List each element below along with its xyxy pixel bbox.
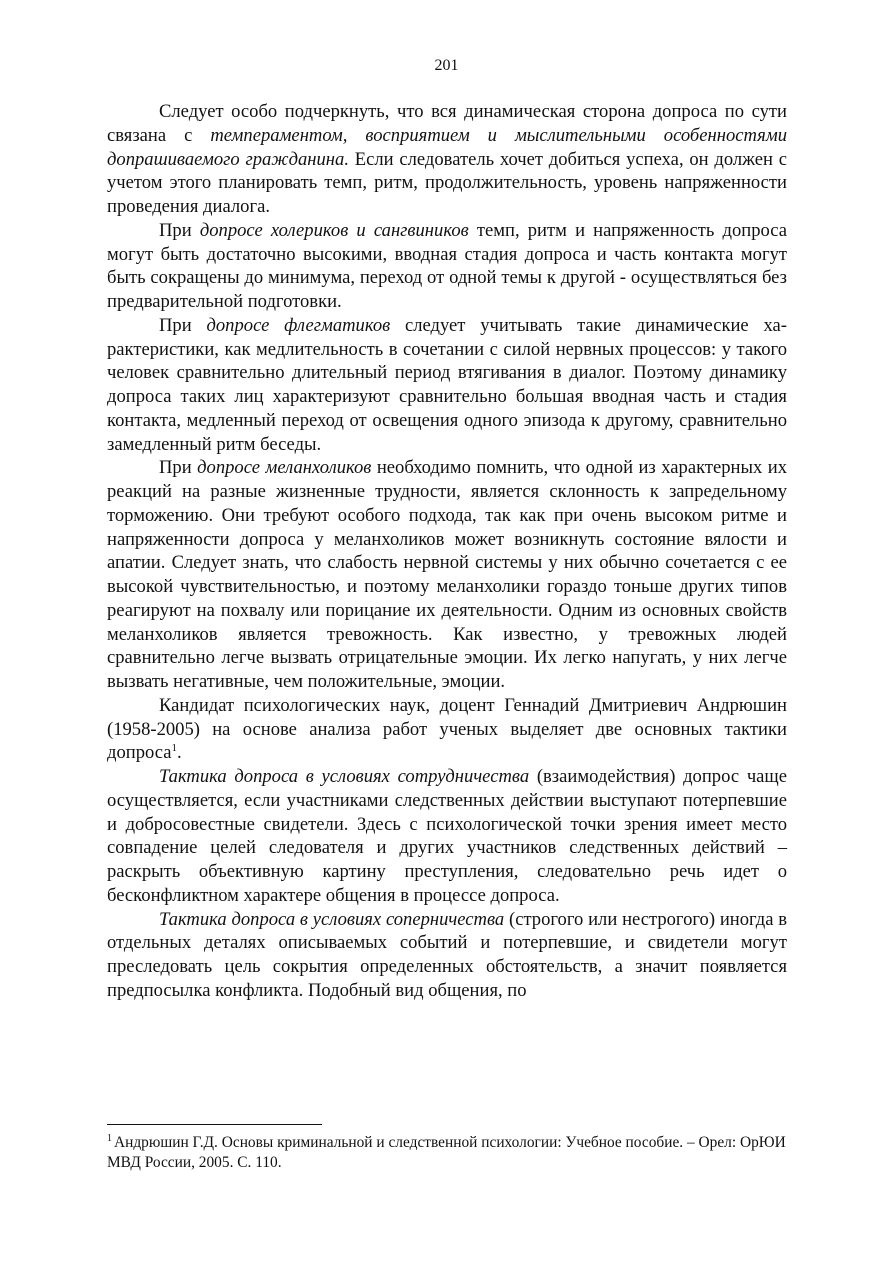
emphasis-text: допросе меланхоликов	[197, 457, 372, 479]
paragraph-cooperation-tactic	[107, 765, 787, 908]
footnote-marker: 1	[107, 1133, 112, 1144]
paragraph-text: Если следователь хочет добиться успеха, он должен с учетом этого планировать темп, ритм, продолжительность, уровень напряженности проведения диалога.	[107, 148, 787, 217]
paragraph-text: необходимо помнить, что одной из характерных их реакций на разные жизненные трудности, является склонность к запредельному торможению. Они требуют особого подхода, так как при очень высоком ритме и напряженности допроса у меланхоликов может возникнуть состояние вялости и апатии. Следует знать, что слабость нервной системы у них обычно сочетается с ее высокой чувствительностью, и поэтому меланхолики гораздо тоньше других типов реагируют на похвалу или порицание их деятельности. Одним из основных свойств меланхоликов является тревожность. Как известно, у тревожных людей сравнительно легче вызвать отрицательные эмоции. Их легко напугать, у них легче вызвать негативные, чем положительные, эмоции.	[107, 457, 788, 692]
paragraph-temperament-dynamics	[107, 100, 787, 219]
paragraph-text: (строгого или нестрогого) иногда в отдельных деталях описываемых событий и потерпевшие, и свидетели могут преследовать цель сокрытия определенных обстоятельств, а значит появляется предпосылка конфликта. Подобный вид общения, по	[107, 908, 788, 1001]
paragraph-text: (взаимодействия) допрос чаще осуществляется, если участниками следственных действии выступают потерпевшие и добросовестные свидетели. Здесь с психологической точки зрения имеет место совпадение целей следователя и других участников следственных действий – раскрыть объективную картину преступления, следовательно речь идет о бесконфликтном характере общения в процессе допроса.	[107, 766, 787, 906]
footnote-text: Андрюшин Г.Д. Основы криминальной и следственной психологии: Учебное пособие. – Орел: ОрЮИ МВД России, 2005. С. 110.	[107, 1134, 786, 1171]
paragraph-text: .	[177, 742, 182, 764]
footnote-separator	[107, 1124, 322, 1125]
paragraph-andryushin-tactics	[107, 694, 787, 765]
emphasis-text: Тактика допроса в условиях соперничества	[159, 908, 505, 930]
footnote-reference: 1	[171, 742, 177, 755]
paragraph-text: Кандидат психологических наук, доцент Геннадий Дмитриевич Андрюшин (1958-2005) на основе анализа работ ученых выделяет две основных тактики допроса	[107, 694, 787, 764]
emphasis-text: темпераментом, восприятием и мыслительными особенностями допрашиваемого гражданина.	[107, 124, 787, 170]
emphasis-text: Тактика допроса в условиях сотрудничества	[159, 766, 530, 787]
body-text	[107, 100, 787, 1003]
paragraph-rivalry-tactic	[107, 908, 787, 1003]
paragraph-text: следует учитывать такие динамические характеристики, как медлительность в сочетании с силой нервных процессов: у такого человек сравнительно длительный период втягивания в диалог. Поэтому динамику допроса таких лиц характеризуют сравнительно большая вводная часть и стадия контакта, медленный переход от освещения одного эпизода к другому, сравнительно замедленный ритм беседы.	[107, 314, 787, 455]
paragraph-text: темп, ритм и напряженность допроса могут быть достаточно высокими, вводная стадия допроса и часть контакта могут быть сокращены до минимума, переход от одной темы к другой - осуществляться без предварительной подготовки.	[107, 219, 787, 312]
paragraph-cholerics-sanguines	[107, 219, 787, 314]
paragraph-text: Следует особо подчеркнуть, что вся динамическая сторона допроса по сути связана с	[107, 101, 787, 146]
emphasis-text: допросе флегматиков	[206, 314, 391, 336]
paragraph-text: При	[159, 314, 207, 336]
paragraph-melancholics	[107, 456, 787, 694]
footnote	[107, 1133, 797, 1173]
page-number: 201	[434, 57, 459, 74]
paragraph-text: При	[159, 457, 198, 479]
emphasis-text: допросе холериков и сангвиников	[199, 219, 469, 241]
paragraph-text: При	[159, 219, 200, 241]
paragraph-phlegmatics	[107, 314, 787, 457]
